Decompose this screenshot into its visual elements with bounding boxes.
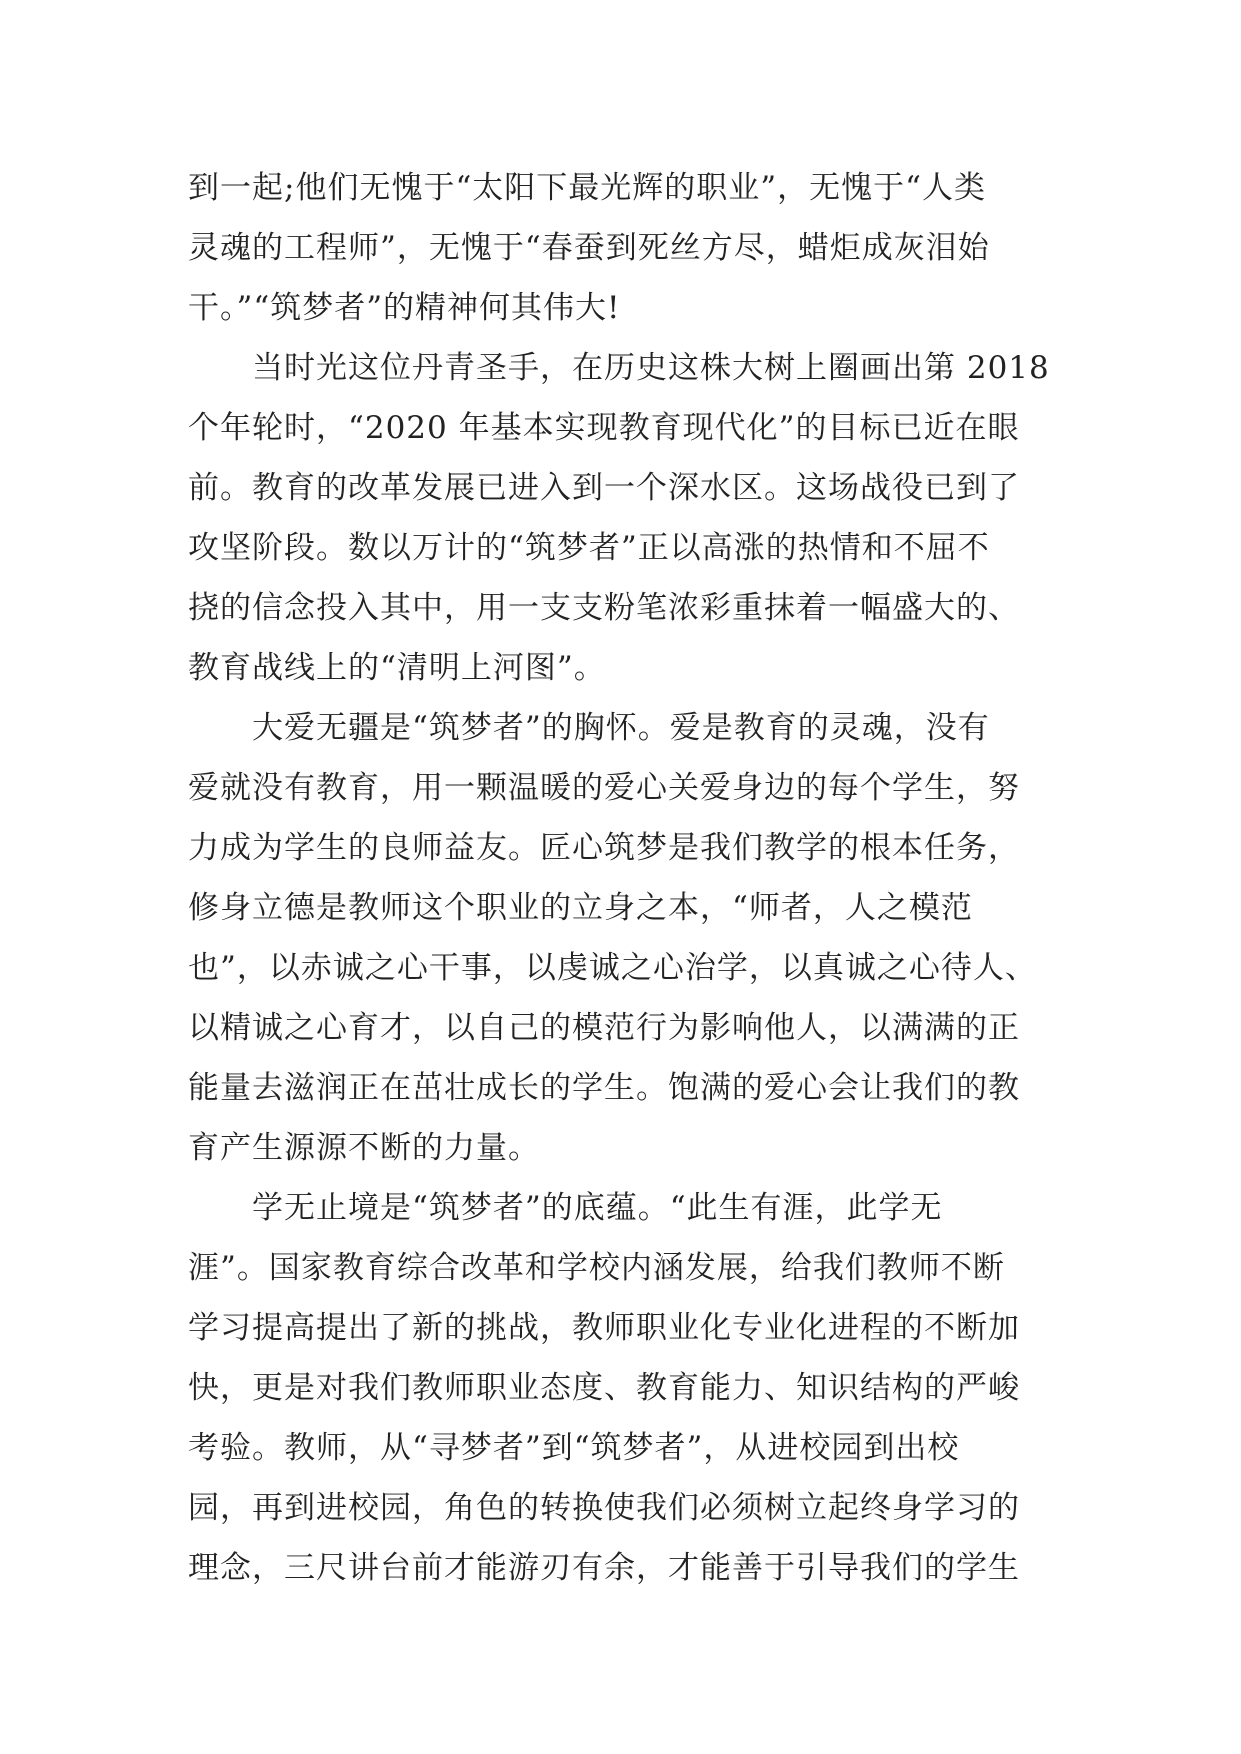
text-line: 园，再到进校园，角色的转换使我们必须树立起终身学习的	[188, 1490, 1020, 1526]
text-line: 前。教育的改革发展已进入到一个深水区。这场战役已到了	[188, 470, 1020, 506]
text-line: 当时光这位丹青圣手，在历史这株大树上圈画出第 2018	[252, 350, 1050, 386]
paragraph	[188, 1178, 1058, 1598]
text-line: 考验。教师，从“寻梦者”到“筑梦者”，从进校园到出校	[188, 1430, 960, 1466]
paragraph	[188, 698, 1058, 1178]
text-line: 教育战线上的“清明上河图”。	[188, 650, 606, 686]
text-line: 力成为学生的良师益友。匠心筑梦是我们教学的根本任务，	[188, 830, 1020, 866]
text-line: 学无止境是“筑梦者”的底蕴。“此生有涯，此学无	[252, 1190, 943, 1226]
text-line: 干。”“筑梦者”的精神何其伟大!	[188, 290, 621, 326]
text-line: 修身立德是教师这个职业的立身之本，“师者，人之模范	[188, 890, 973, 926]
text-line: 攻坚阶段。数以万计的“筑梦者”正以高涨的热情和不屈不	[188, 530, 990, 566]
text-line: 育产生源源不断的力量。	[188, 1130, 540, 1166]
paragraph	[188, 158, 1058, 338]
text-line: 以精诚之心育才，以自己的模范行为影响他人，以满满的正	[188, 1010, 1020, 1046]
text-line: 涯”。国家教育综合改革和学校内涵发展，给我们教师不断	[188, 1250, 1005, 1286]
text-line: 能量去滋润正在茁壮成长的学生。饱满的爱心会让我们的教	[188, 1070, 1020, 1106]
text-line: 个年轮时，“2020 年基本实现教育现代化”的目标已近在眼	[188, 410, 1020, 446]
text-line: 大爱无疆是“筑梦者”的胸怀。爱是教育的灵魂，没有	[252, 710, 990, 746]
text-line: 挠的信念投入其中，用一支支粉笔浓彩重抹着一幅盛大的、	[188, 590, 1020, 626]
text-line: 也”，以赤诚之心干事，以虔诚之心治学，以真诚之心待人、	[188, 950, 1037, 986]
text-line: 爱就没有教育，用一颗温暖的爱心关爱身边的每个学生，努	[188, 770, 1020, 806]
paragraph	[188, 338, 1058, 698]
text-line: 快，更是对我们教师职业态度、教育能力、知识结构的严峻	[188, 1370, 1020, 1406]
text-line: 灵魂的工程师”，无愧于“春蚕到死丝方尽，蜡炬成灰泪始	[188, 230, 990, 266]
text-line: 到一起;他们无愧于“太阳下最光辉的职业”，无愧于“人类	[188, 170, 986, 206]
document-body	[188, 158, 1058, 1598]
text-line: 学习提高提出了新的挑战，教师职业化专业化进程的不断加	[188, 1310, 1020, 1346]
text-line: 理念，三尺讲台前才能游刃有余，才能善于引导我们的学生	[188, 1550, 1020, 1586]
